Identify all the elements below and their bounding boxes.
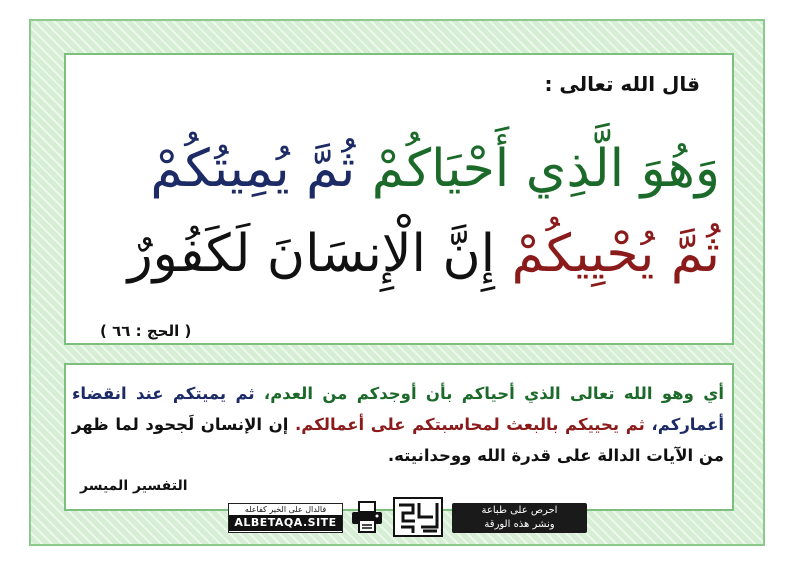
verse-line-2 [100,224,720,284]
verse-reference: ( الحج : ٦٦ ) [100,322,192,340]
printer-icon [350,500,384,534]
footer-print-line-2: ونشر هذه الورقة [484,519,555,530]
footer-motto: فالدال على الخير كفاعله [244,505,327,514]
verse-segment: أَحْيَاكُمْ [371,139,510,199]
verse-segment: ثُمَّ [670,224,720,284]
tafsir-text [72,378,724,471]
footer-print-line-1: احرص على طباعة [481,505,558,516]
verse-line-1 [100,139,720,199]
verse-segment: ثُمَّ [306,139,356,199]
verse-segment: وَهُوَ الَّذِي [525,139,720,199]
verse-panel [64,53,734,345]
tafsir-segment: إن الإنسان لَجحود لما ظهر من الآيات الدالة على قدرة الله ووحدانيته. [72,415,724,465]
albetaqa-logo [393,497,443,537]
tafsir-segment: ثم يميتكم عند انقضاء أعماركم، [72,384,724,434]
footer-print-box [452,503,587,533]
verse-segment: إِنَّ الْإِنسَانَ لَكَفُورٌ [127,224,496,284]
verse-intro: قال الله تعالى : [544,72,700,96]
verse-segment: يُحْيِيكُمْ [511,224,655,284]
footer-site-box [228,503,343,533]
footer-site-url: ALBETAQA.SITE [229,515,342,531]
verse-segment: يُمِيتُكُمْ [150,139,290,199]
tafsir-segment: أي وهو الله تعالى الذي أحياكم بأن أوجدكم من العدم، [254,384,724,403]
tafsir-segment: ثم يحييكم بالبعث لمحاسبتكم على أعمالكم. [288,415,645,434]
tafsir-source: التفسير الميسر [80,478,188,494]
